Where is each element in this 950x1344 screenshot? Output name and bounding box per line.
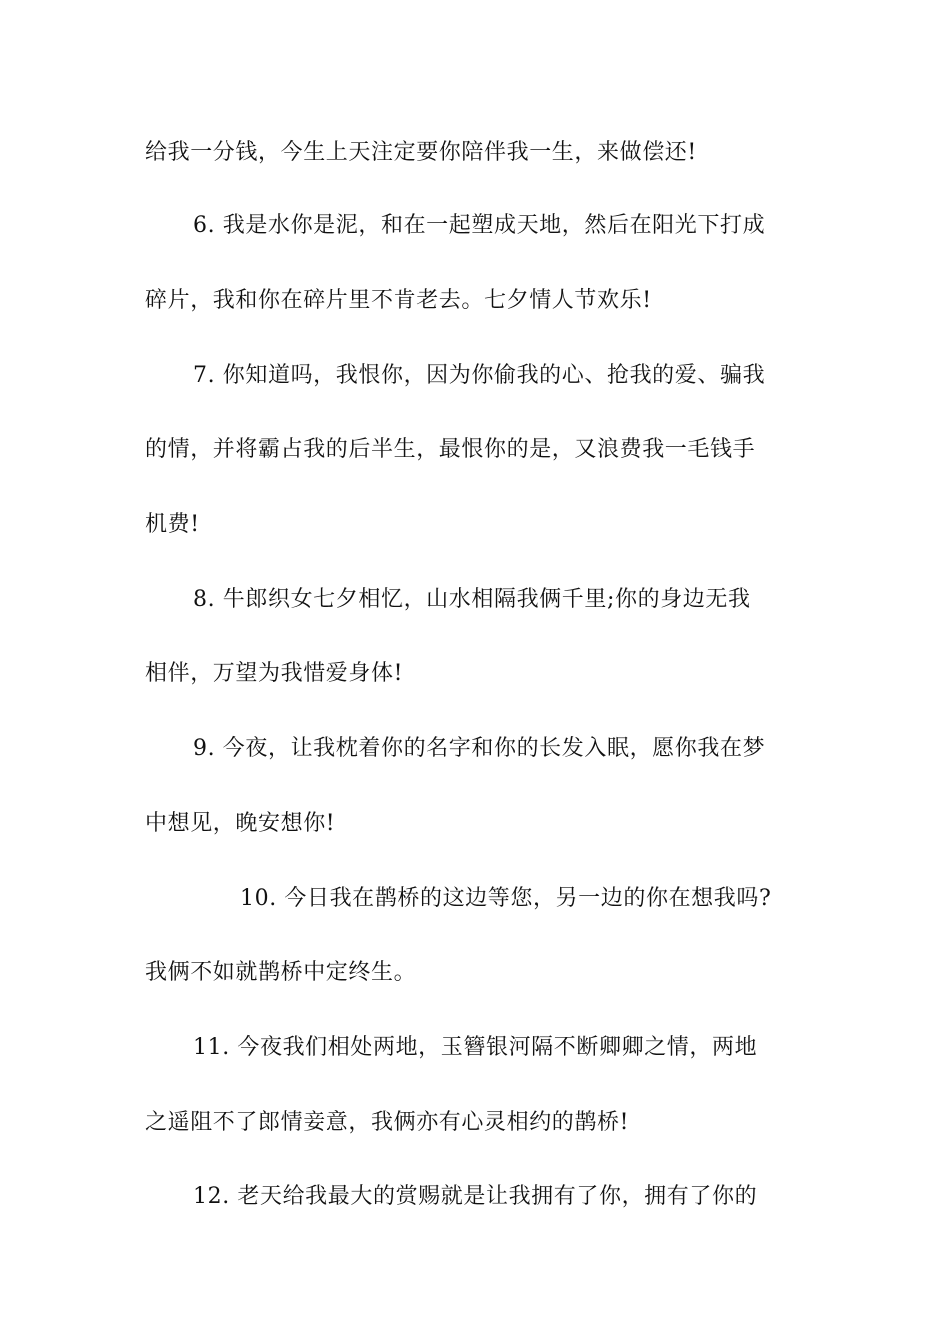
item-12-line-1: 12. 老天给我最大的赏赐就是让我拥有了你，拥有了你的 <box>193 1184 758 1209</box>
item-7-line-2: 的情，并将霸占我的后半生，最恨你的是，又浪费我一毛钱手 <box>145 437 756 462</box>
item-7-line-3: 机费! <box>145 512 200 537</box>
item-11-line-2: 之遥阻不了郎情妾意，我俩亦有心灵相约的鹊桥! <box>145 1110 630 1135</box>
item-8-line-2: 相伴，万望为我惜爱身体! <box>145 661 404 686</box>
item-10-line-1: 10. 今日我在鹊桥的这边等您，另一边的你在想我吗? <box>240 886 772 911</box>
item-7-line-1: 7. 你知道吗，我恨你，因为你偷我的心、抢我的爱、骗我 <box>193 363 766 388</box>
item-11-line-1: 11. 今夜我们相处两地，玉簪银河隔不断卿卿之情，两地 <box>193 1035 758 1060</box>
text-line: 给我一分钱，今生上天注定要你陪伴我一生，来做偿还! <box>145 140 697 165</box>
item-6-line-2: 碎片，我和你在碎片里不肯老去。七夕情人节欢乐! <box>145 288 652 313</box>
item-9-line-2: 中想见，晚安想你! <box>145 811 336 836</box>
item-9-line-1: 9. 今夜，让我枕着你的名字和你的长发入眠，愿你我在梦 <box>193 736 766 761</box>
item-6-line-1: 6. 我是水你是泥，和在一起塑成天地，然后在阳光下打成 <box>193 213 766 238</box>
item-10-line-2: 我俩不如就鹊桥中定终生。 <box>145 960 417 985</box>
item-8-line-1: 8. 牛郎织女七夕相忆，山水相隔我俩千里;你的身边无我 <box>193 587 751 612</box>
